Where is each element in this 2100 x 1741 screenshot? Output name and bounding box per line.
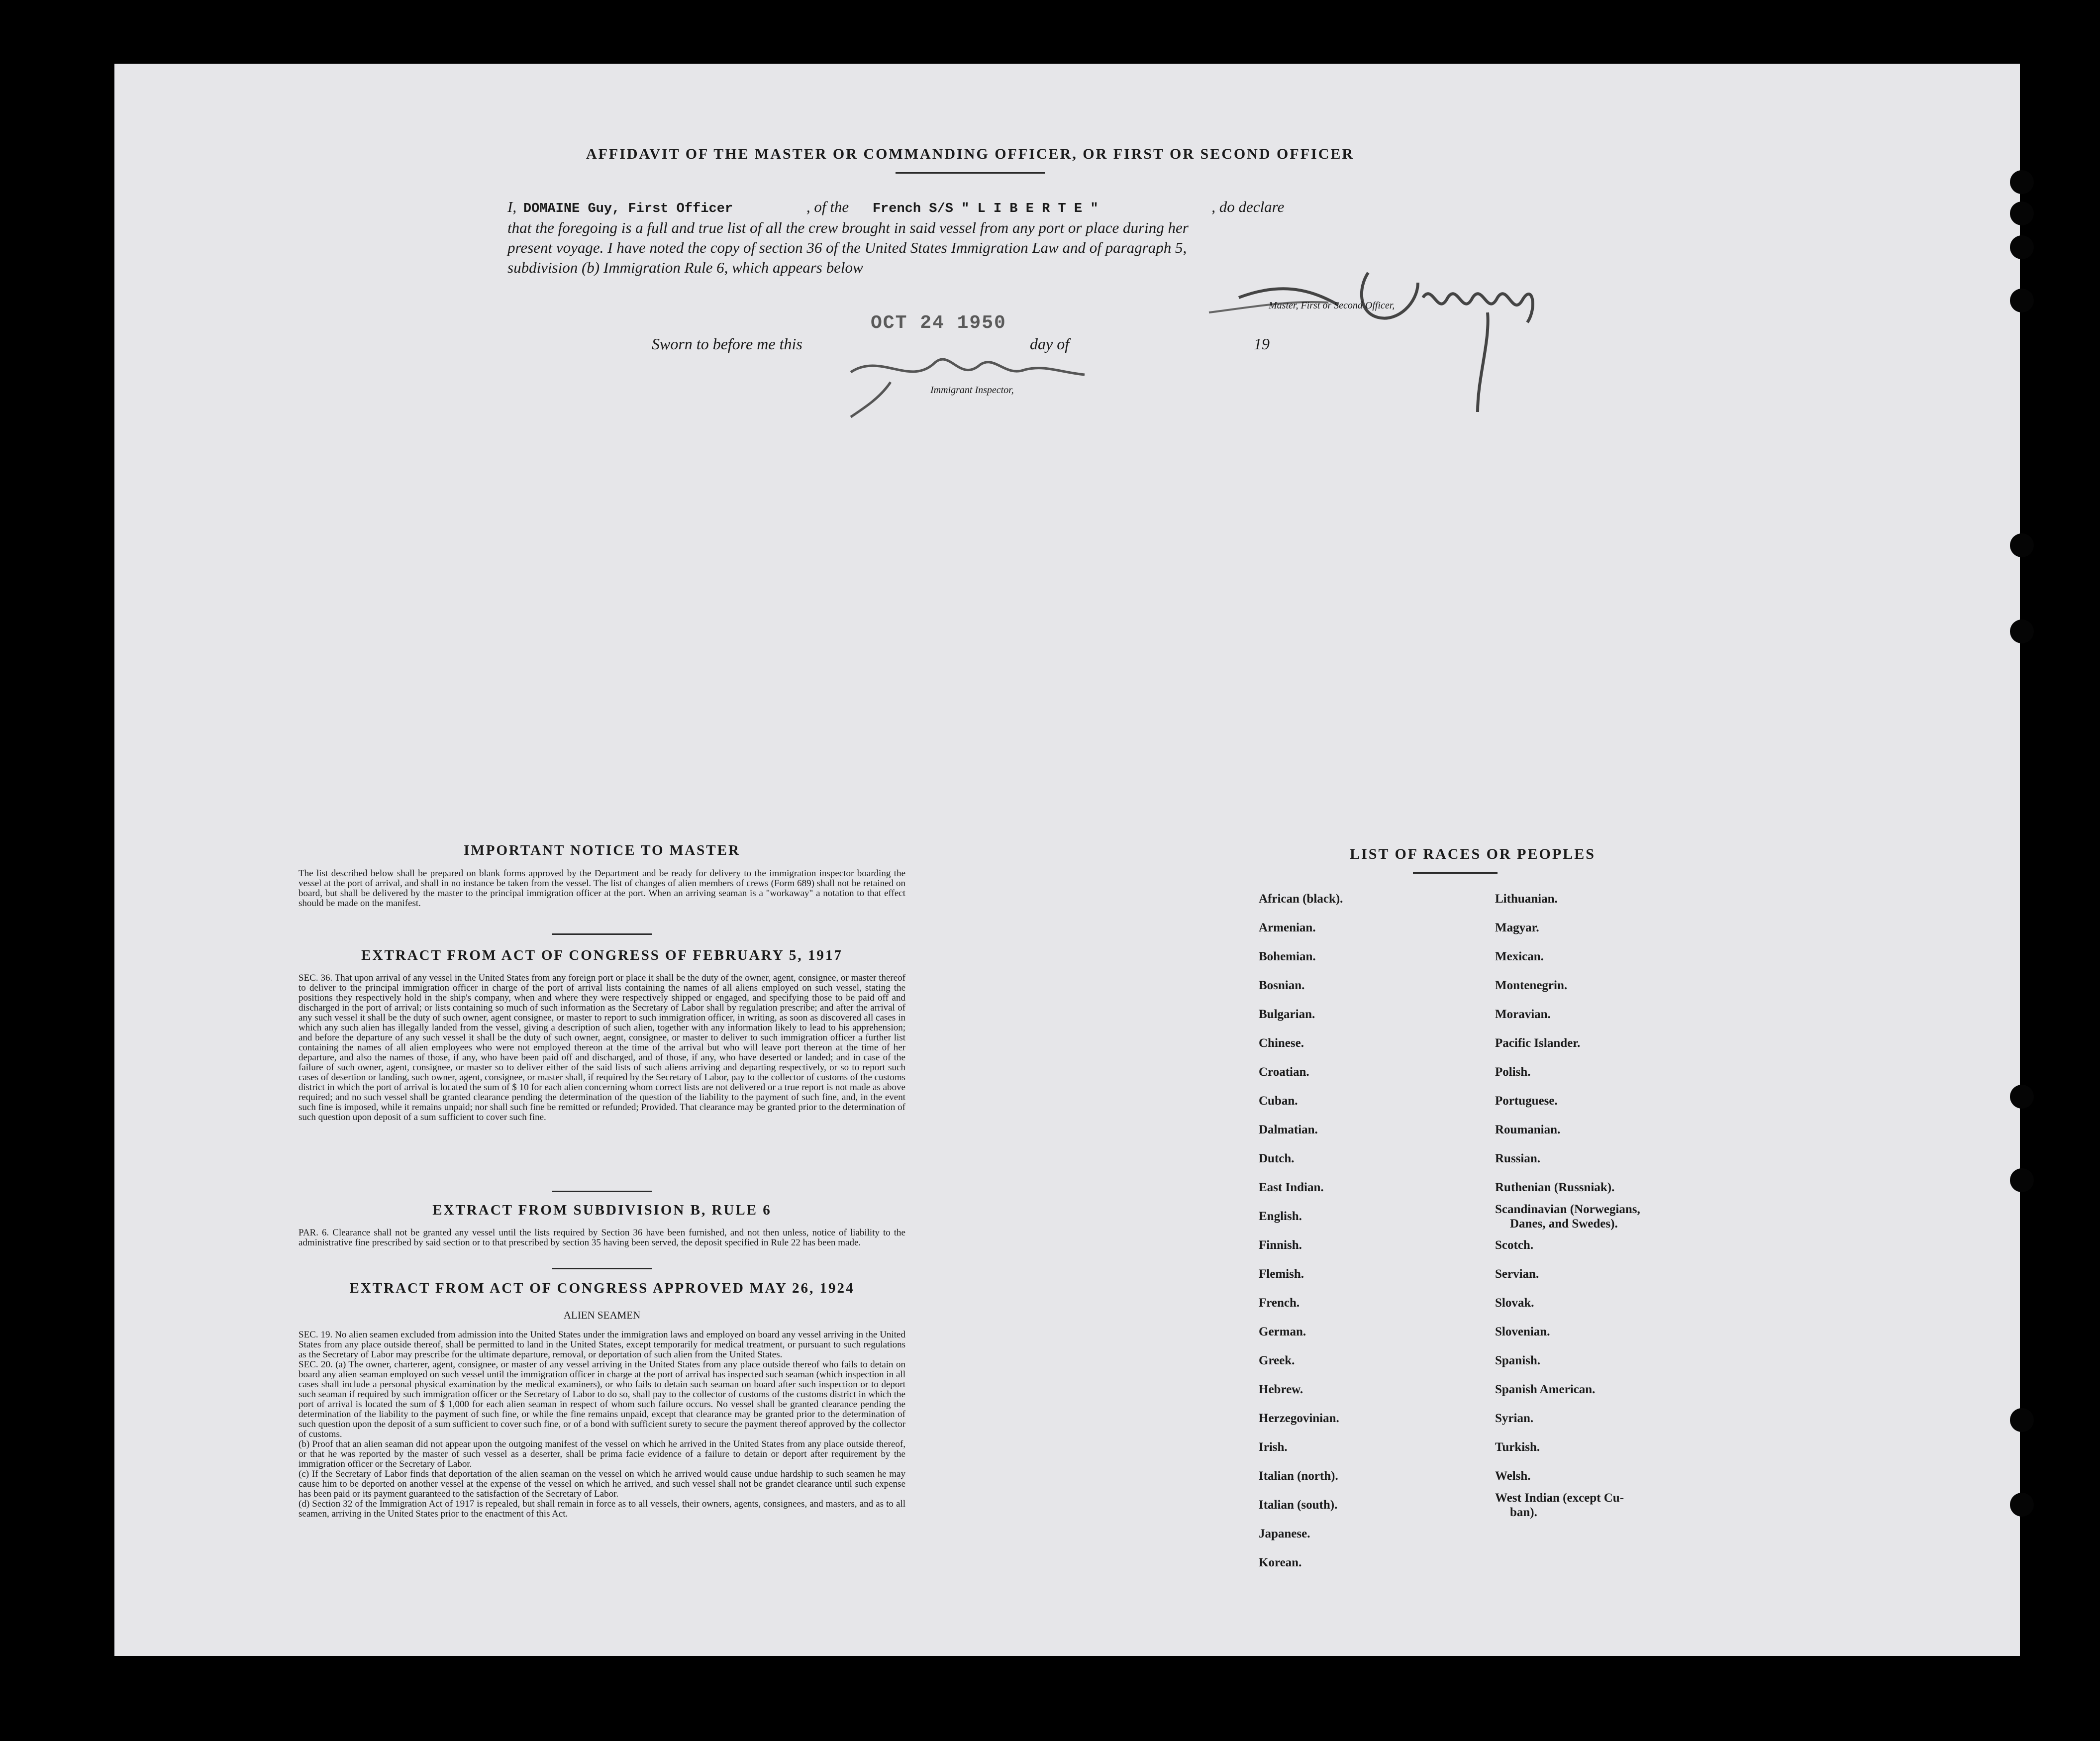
affidavit-line2: that the foregoing is a full and true list of all the crew brought in said vessel from any port or place during her <box>507 219 1189 236</box>
race-item: Irish. <box>1259 1440 1288 1454</box>
sec20a-text: SEC. 20. (a) The owner, charterer, agent, consignee, or master of any vessel arriving in the United States from any place outside thereof who fails to detain on board any alien seaman employed on such vessel until the immigration officer in charge at the port of arrival has inspected such seaman (which inspection in all cases shall include a personal physical examination by the medical examiners), or who fails to detain such seaman on board after such inspection or to deport such seaman if required by such immigration officer or the Secretary of Labor to do so, shall pay to the collector of customs of the customs district in which the port of arrival is located the sum of $ 1,000 for each alien seaman in respect of whom such failure occurs. No vessel shall be granted clearance pending the determination of the liability to the payment of such fine, or while the fine remains unpaid, except that clearance may be granted prior to the determination of such question upon the deposit of a sum sufficient to cover such fine, or of a bond with sufficient surety to secure the payment thereof approved by the collector of customs. <box>299 1359 905 1439</box>
officer-name: DOMAINE Guy, First Officer <box>523 202 733 216</box>
punch-hole <box>2010 202 2034 225</box>
race-item: Pacific Islander. <box>1495 1036 1581 1050</box>
race-item: Moravian. <box>1495 1008 1551 1021</box>
race-item: Roumanian. <box>1495 1123 1561 1136</box>
race-item: Mexican. <box>1495 950 1544 963</box>
race-item: Slovak. <box>1495 1296 1534 1310</box>
race-item: Bosnian. <box>1259 979 1305 992</box>
race-item: Ruthenian (Russniak). <box>1495 1181 1615 1194</box>
race-item: Scandinavian (Norwegians, Danes, and Swedes). <box>1495 1203 1640 1230</box>
race-item: Bulgarian. <box>1259 1008 1315 1021</box>
race-item: Bohemian. <box>1259 950 1316 963</box>
of-the-text: , of the <box>806 198 849 215</box>
race-item: Portuguese. <box>1495 1094 1558 1108</box>
sec20d-text: (d) Section 32 of the Immigration Act of 1917 is repealed, but shall remain in force as to all vessels, their owners, agents, consignees, and masters, and as to all seamen, arriving in the United States prior to the enactment of this Act. <box>299 1499 905 1519</box>
day-of-text: day of <box>1030 335 1070 353</box>
race-item: Korean. <box>1259 1556 1302 1569</box>
rule6-text: PAR. 6. Clearance shall not be granted any vessel until the lists required by Section 36 have been furnished, and not then unless, notice of liability to the administrative fine prescribed by said section or to that prescribed by section 35 having been served, the deposit specified in Rule 22 has been made. <box>299 1228 905 1248</box>
race-item: Scotch. <box>1495 1238 1534 1252</box>
punch-hole <box>2010 289 2034 312</box>
race-item: Japanese. <box>1259 1527 1310 1540</box>
race-item: Hebrew. <box>1259 1383 1303 1396</box>
manifest-page <box>114 64 2020 1656</box>
rule6-title: EXTRACT FROM SUBDIVISION B, RULE 6 <box>432 1202 772 1218</box>
affidavit-line3: present voyage. I have noted the copy of section 36 of the United States Immigration Law and of paragraph 5, <box>507 239 1187 256</box>
extract-1924-title: EXTRACT FROM ACT OF CONGRESS APPROVED MAY 26, 1924 <box>349 1280 855 1296</box>
race-item: Welsh. <box>1495 1469 1531 1483</box>
race-item: Syrian. <box>1495 1412 1534 1425</box>
races-rule <box>1413 872 1498 874</box>
inspector-caption: Immigrant Inspector, <box>930 385 1014 396</box>
race-item: French. <box>1259 1296 1300 1310</box>
race-item: English. <box>1259 1210 1302 1223</box>
affidavit-title: AFFIDAVIT OF THE MASTER OR COMMANDING OFFICER, OR FIRST OR SECOND OFFICER <box>586 146 1355 162</box>
race-item: Finnish. <box>1259 1238 1302 1252</box>
date-stamp: OCT 24 1950 <box>871 312 1006 334</box>
notice-text: The list described below shall be prepared on blank forms approved by the Department and be ready for delivery to the immigration inspector boarding the vessel at the port of arrival, and shall in no instance be taken from the vessel. The list of changes of alien members of crews (Form 689) shall not be retained on board, but shall be delivered by the master to the principal immigration officer at the port. When an arriving seaman is a "workaway" a notation to that effect should be made on the manifest. <box>299 868 905 909</box>
extract-1924-subtitle: ALIEN SEAMEN <box>563 1309 641 1321</box>
vessel-name: French S/S " L I B E R T E " <box>872 202 1099 216</box>
sworn-text: Sworn to before me this <box>652 335 802 353</box>
race-item: Cuban. <box>1259 1094 1298 1108</box>
race-item: Spanish. <box>1495 1354 1541 1367</box>
race-item: Lithuanian. <box>1495 892 1558 906</box>
race-item: Greek. <box>1259 1354 1295 1367</box>
race-item: Slovenian. <box>1495 1325 1550 1338</box>
sec19-text: SEC. 19. No alien seamen excluded from admission into the United States under the immigration laws and employed on board any vessel arriving in the United States from any place outside thereof, shall be permitted to land in the United States, except temporarily for medical treatment, or pursuant to such regulations as the Secretary of Labor may prescribe for the ultimate departure, removal, or deportation of such alien from the United States. <box>299 1330 905 1360</box>
races-column-2 <box>1495 885 1704 1520</box>
punch-hole <box>2010 170 2034 194</box>
rule6-rule <box>552 1268 652 1269</box>
race-item: African (black). <box>1259 892 1343 906</box>
races-column-1 <box>1259 885 1458 1577</box>
extract-1924-body <box>299 1330 905 1519</box>
extract-1917-text: SEC. 36. That upon arrival of any vessel in the United States from any foreign port or place it shall be the duty of the owner, agent, consignee, or master thereof to deliver to the principal immigration officer in charge of the port of arrival lists containing the names of all aliens employed on such vessel, stating the positions they respectively hold in the ship's company, when and where they were respectively shipped or engaged, and specifying those to be paid off and discharged in the port of arrival; or lists containing so much of such information as the Secretary of Labor shall by regulation prescribe; and after the arrival of any such vessel it shall be the duty of such owner, agent consignee, or master to report to such immigration officer, in writing, as soon as discovered all cases in which any such alien has illegally landed from the vessel, giving a description of such alien, together with any information likely to lead to his apprehension; and before the departure of any such vessel it shall be the duty of such owner, aegnt, consignee, or master to deliver to such immigration officer a further list containing the names of all alien employees who were not employed thereon at the time of the arrival but who will leave port thereon at the time of her departure, and also the names of those, if any, who have been paid off and discharged, and of those, if any, who have deserted or landed; and in case of the failure of such owner, agent, consignee, or master so to deliver either of the said lists of such aliens arriving and departing respectively, or so to report such cases of desertion or landing, such owner, agent, consignee, or master shall, if required by the Secretary of Labor, pay to the collector of customs of the customs district in which the port of arrival is located the sum of $ 10 for each alien concerning whom correct lists are not delivered or a true report is not made as above required; and no such vessel shall be granted clearance pending the determination of the question of the liability to the payment of such fine, and, in the event such fine is imposed, while it remains unpaid; nor shall such fine be remitted or refunded; Provided. That clearance may be granted prior to the determination of such question upon deposit of a sum sufficient to cover such fine. <box>299 973 905 1123</box>
notice-title: IMPORTANT NOTICE TO MASTER <box>464 842 740 858</box>
race-item: Turkish. <box>1495 1440 1540 1454</box>
year-prefix: 19 <box>1254 335 1270 353</box>
declare-text: , do declare <box>1211 198 1285 215</box>
race-item: Italian (north). <box>1259 1469 1338 1483</box>
extract-1917-title: EXTRACT FROM ACT OF CONGRESS OF FEBRUARY 5, 1917 <box>361 947 843 963</box>
punch-hole <box>2010 1168 2034 1192</box>
race-item: Croatian. <box>1259 1065 1309 1079</box>
officer-caption: Master, First or Second Officer, <box>1269 300 1395 311</box>
race-item: Spanish American. <box>1495 1383 1596 1396</box>
notice-rule <box>552 933 652 935</box>
race-item: Chinese. <box>1259 1036 1304 1050</box>
i-prefix: I, <box>507 198 517 215</box>
race-item: Servian. <box>1495 1267 1539 1281</box>
race-item: West Indian (except Cu- ban). <box>1495 1491 1624 1519</box>
punch-hole <box>2010 533 2034 557</box>
race-item: Dutch. <box>1259 1152 1295 1165</box>
races-title: LIST OF RACES OR PEOPLES <box>1350 846 1596 862</box>
race-item: Magyar. <box>1495 921 1539 934</box>
punch-hole <box>2010 1408 2034 1432</box>
punch-hole <box>2010 235 2034 259</box>
punch-hole <box>2010 1085 2034 1109</box>
punch-hole <box>2010 619 2034 643</box>
race-item: Polish. <box>1495 1065 1531 1079</box>
race-item: Armenian. <box>1259 921 1316 934</box>
race-item: Montenegrin. <box>1495 979 1568 992</box>
title-rule <box>896 172 1045 174</box>
race-item: East Indian. <box>1259 1181 1324 1194</box>
race-item: Italian (south). <box>1259 1498 1338 1512</box>
extract-1917-rule <box>552 1191 652 1192</box>
race-item: German. <box>1259 1325 1306 1338</box>
sec20b-text: (b) Proof that an alien seaman did not appear upon the outgoing manifest of the vessel on which he arrived in the United States from any place outside thereof, or that he was reported by the master of such vessel as a deserter, shall be prima facie evidence of a failure to detain or deport after requirement by the immigration officer or the Secretary of Labor. <box>299 1439 905 1469</box>
affidavit-line1 <box>507 198 1284 216</box>
race-item: Russian. <box>1495 1152 1541 1165</box>
race-item: Flemish. <box>1259 1267 1304 1281</box>
affidavit-line4: subdivision (b) Immigration Rule 6, which appears below <box>507 259 863 276</box>
punch-hole <box>2010 1493 2034 1517</box>
race-item: Dalmatian. <box>1259 1123 1318 1136</box>
inspector-signature <box>831 342 1090 422</box>
race-item: Herzegovinian. <box>1259 1412 1339 1425</box>
sec20c-text: (c) If the Secretary of Labor finds that deportation of the alien seaman on the vessel on which he arrived would cause undue hardship to such seamen he may cause him to be deported on another vessel at the expense of the vessel on which he arrived, and such vessel shall not be grandet clearance until such expense has been paid or its payment guaranteed to the satisfaction of the Secretary of Labor. <box>299 1469 905 1499</box>
